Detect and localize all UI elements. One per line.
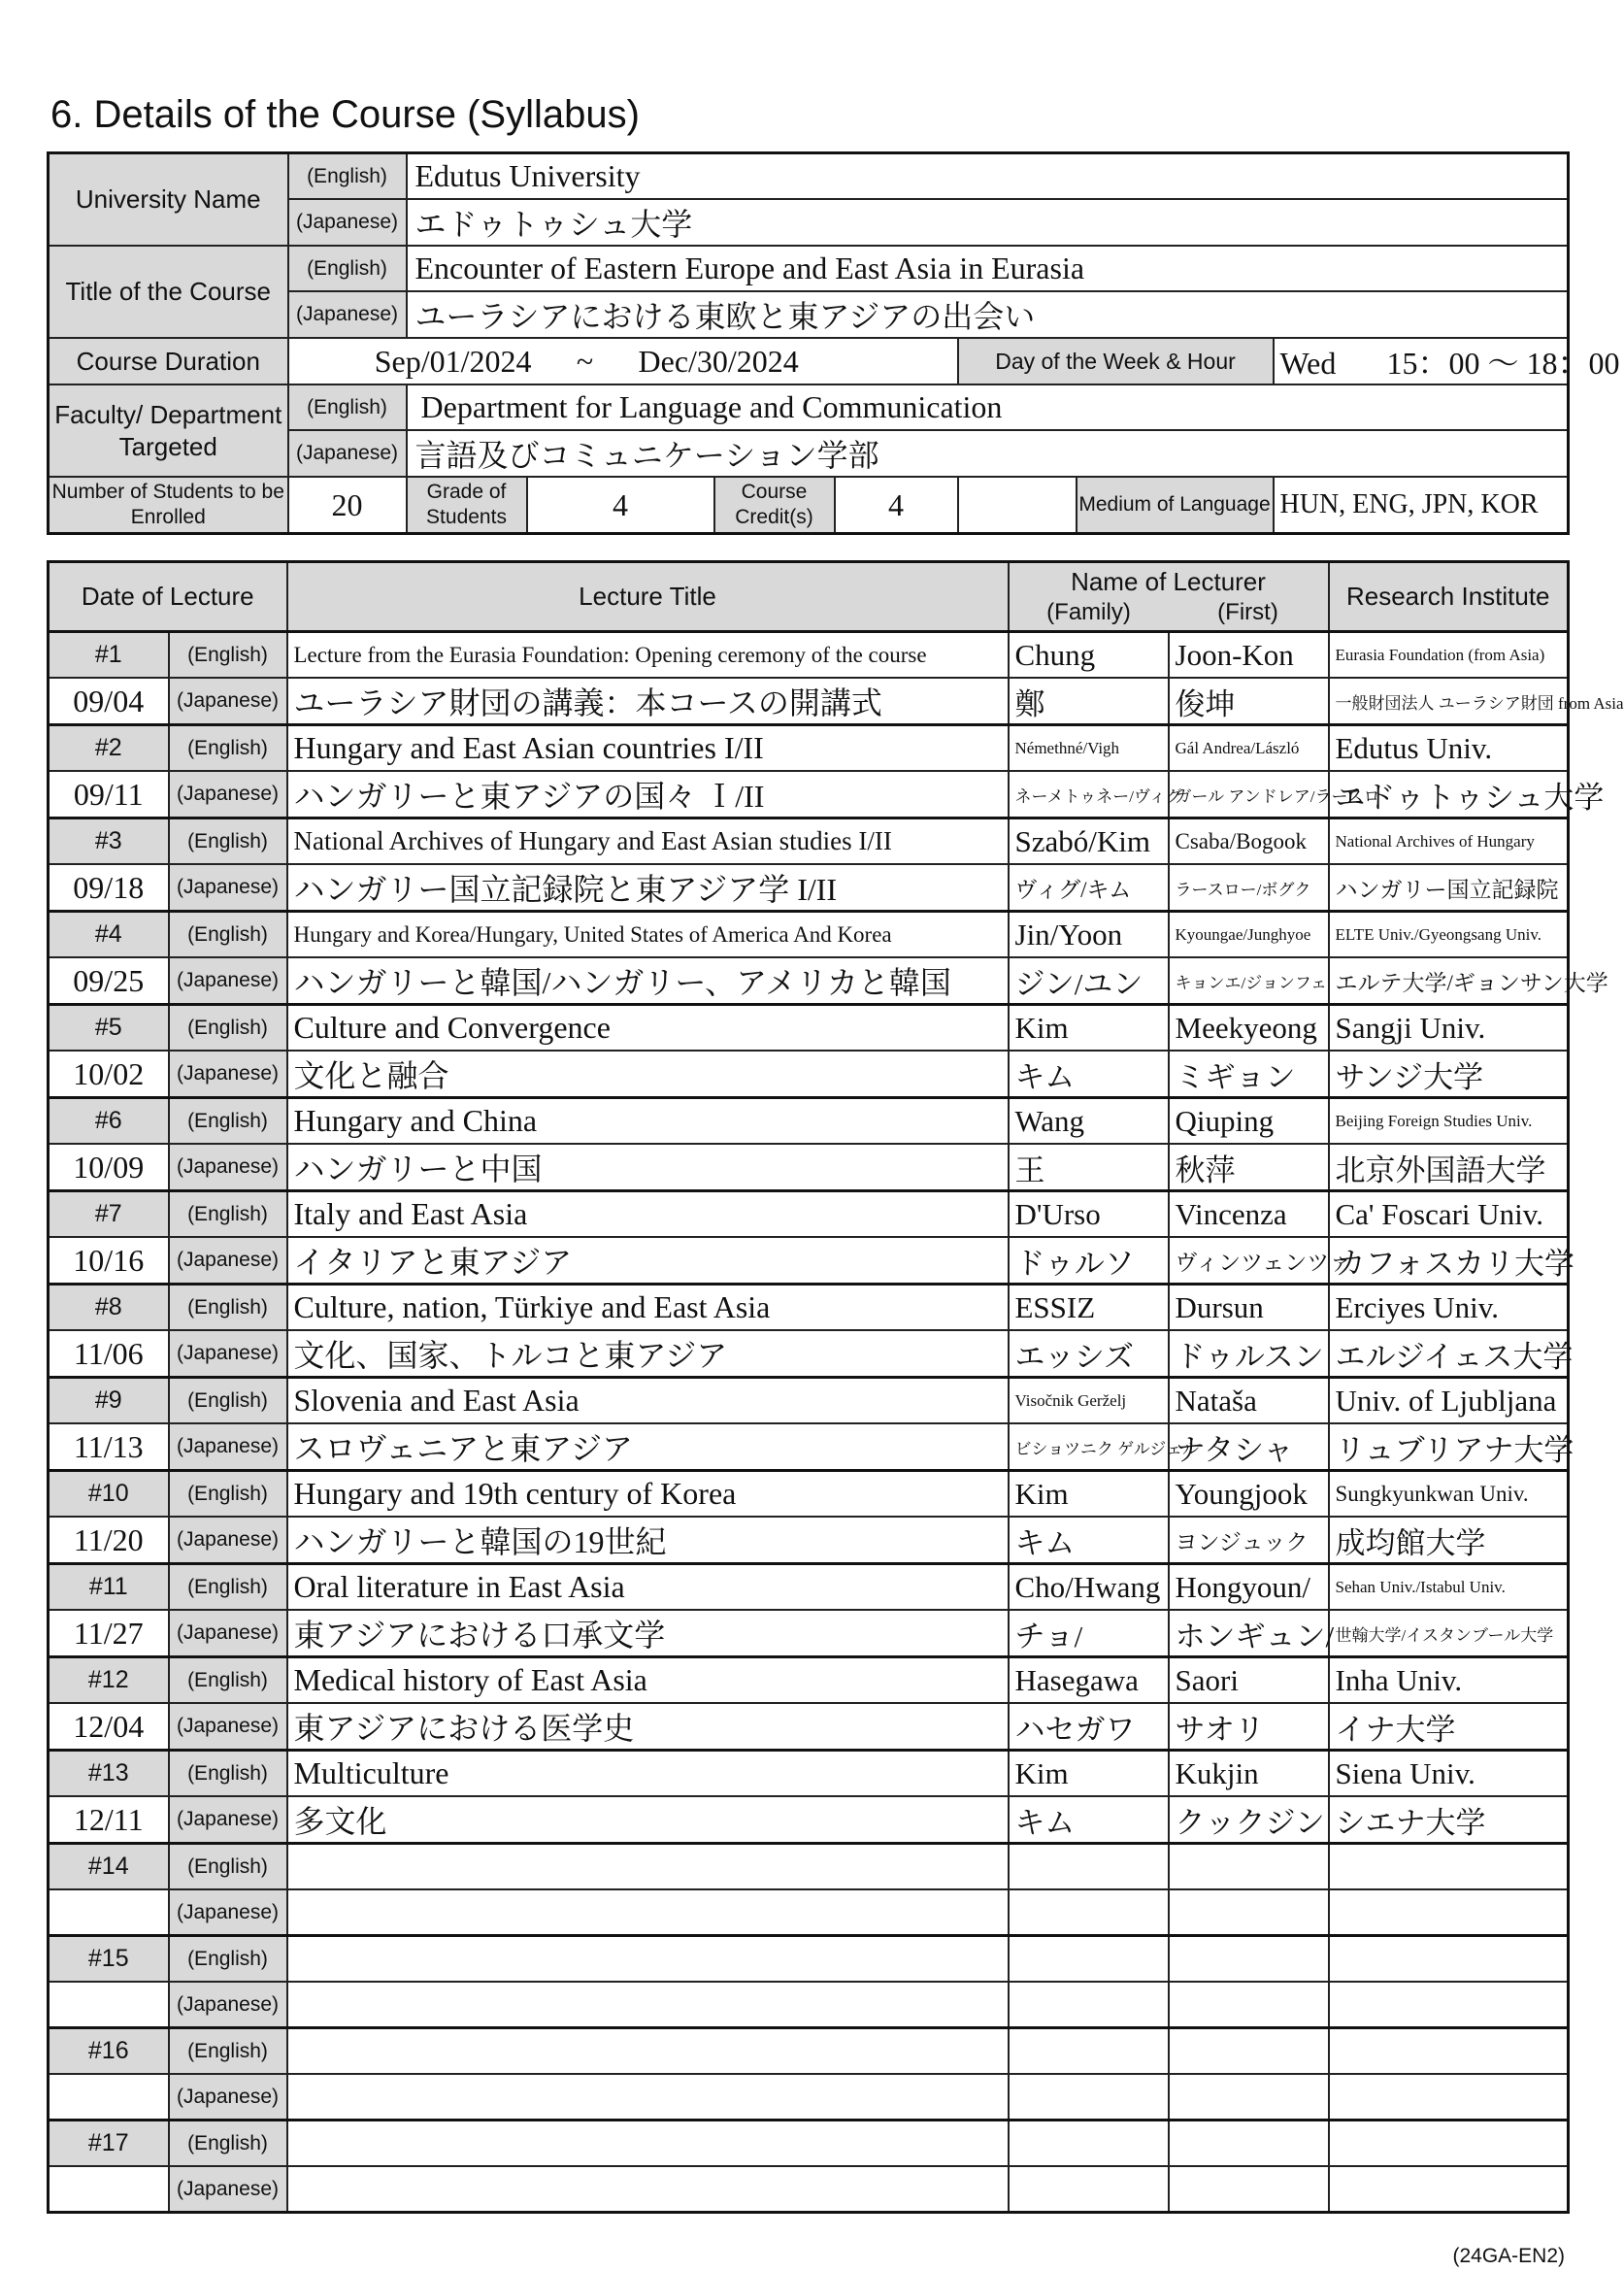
english-label: (English) [169, 1191, 287, 1238]
lecturer-first-ja: ラースロー/ボグク [1169, 864, 1329, 912]
lecture-row-en [49, 2121, 1569, 2167]
institute-en: National Archives of Hungary [1329, 818, 1569, 865]
lecturer-first-ja: キョンエ/ジョンフェ [1169, 957, 1329, 1005]
lecturer-first-en [1169, 2121, 1329, 2167]
lecture-title-ja [287, 1982, 1009, 2028]
japanese-label: (Japanese) [169, 1051, 287, 1098]
credits-cell [714, 477, 958, 534]
english-label: (English) [288, 153, 407, 200]
university-name-ja: エドゥトゥシュ大学 [407, 199, 1569, 246]
lecture-row-ja [49, 1796, 1569, 1844]
lecture-row-ja [49, 2074, 1569, 2121]
japanese-label: (Japanese) [169, 2074, 287, 2121]
english-label: (English) [169, 725, 287, 772]
lecturer-family-en: Visočnik Gerželj [1009, 1378, 1169, 1424]
institute-en: Edutus Univ. [1329, 725, 1569, 772]
lecturer-first-ja [1169, 1889, 1329, 1936]
faculty-ja: 言語及びコミュニケーション学部 [407, 430, 1569, 477]
institute-en: Eurasia Foundation (from Asia) [1329, 632, 1569, 679]
lecture-row-en [49, 912, 1569, 958]
lecturer-family-en: Hasegawa [1009, 1657, 1169, 1704]
lecturer-family-en: D'Urso [1009, 1191, 1169, 1238]
lecturer-family-ja: 王 [1009, 1144, 1169, 1191]
date-tilde: ~ [576, 343, 594, 379]
lecturer-first-en: Kukjin [1169, 1751, 1329, 1797]
lecture-number: #3 [49, 818, 169, 865]
institute-ja: エルジイェス大学 [1329, 1330, 1569, 1378]
institute-ja: エドゥトゥシュ大学 [1329, 771, 1569, 818]
japanese-label: (Japanese) [169, 1144, 287, 1191]
institute-en [1329, 1936, 1569, 1983]
lecturer-family-en: Cho/Hwang [1009, 1564, 1169, 1611]
lecture-row-en [49, 1005, 1569, 1052]
lecturer-family-ja: 鄭 [1009, 678, 1169, 725]
lecturer-first-ja: ドゥルスン [1169, 1330, 1329, 1378]
lecture-number: #10 [49, 1471, 169, 1518]
institute-ja: カフォスカリ大学 [1329, 1237, 1569, 1285]
lecture-date: 09/11 [49, 771, 169, 818]
institute-en [1329, 1844, 1569, 1890]
lecturer-family-ja: ネーメトゥネー/ヴィグ [1009, 771, 1169, 818]
english-label: (English) [169, 2028, 287, 2075]
lecturer-family-ja [1009, 1889, 1169, 1936]
lecturer-family-en: Némethné/Vigh [1009, 725, 1169, 772]
lecturer-header-label: Name of Lecturer [1071, 567, 1266, 597]
lecturer-family-en [1009, 1844, 1169, 1890]
faculty-label: Faculty/ Department Targeted [49, 384, 288, 477]
japanese-label: (Japanese) [288, 430, 407, 477]
lecturer-family-en [1009, 2121, 1169, 2167]
lecture-number: #8 [49, 1285, 169, 1331]
lecturer-first-en [1169, 2028, 1329, 2075]
english-label: (English) [169, 1564, 287, 1611]
lecture-date: 10/02 [49, 1051, 169, 1098]
lecture-number: #7 [49, 1191, 169, 1238]
institute-ja: ハンガリー国立記録院 [1329, 864, 1569, 912]
lecturer-first-ja: ホンギュン/ [1169, 1610, 1329, 1657]
institute-header: Research Institute [1329, 562, 1569, 632]
english-label: (English) [169, 1751, 287, 1797]
lecture-row-en [49, 1936, 1569, 1983]
end-date: Dec/30/2024 [638, 343, 799, 379]
institute-en: Erciyes Univ. [1329, 1285, 1569, 1331]
japanese-label: (Japanese) [288, 199, 407, 246]
english-label: (English) [169, 1098, 287, 1145]
start-date: Sep/01/2024 [374, 343, 532, 379]
english-label: (English) [169, 632, 287, 679]
lecture-number: #2 [49, 725, 169, 772]
lecture-date: 09/25 [49, 957, 169, 1005]
institute-en: Univ. of Ljubljana [1329, 1378, 1569, 1424]
english-label: (English) [169, 912, 287, 958]
lecturer-family-ja [1009, 2074, 1169, 2121]
institute-ja: イナ大学 [1329, 1703, 1569, 1751]
lecturer-header [1009, 562, 1329, 632]
lecturer-family-ja: キム [1009, 1517, 1169, 1564]
lecture-date [49, 2166, 169, 2213]
japanese-label: (Japanese) [169, 864, 287, 912]
lecture-number: #1 [49, 632, 169, 679]
japanese-label: (Japanese) [169, 1982, 287, 2028]
lecturer-family-ja: キム [1009, 1796, 1169, 1844]
lecture-row-ja [49, 771, 1569, 818]
lecturer-family-en [1009, 1936, 1169, 1983]
lecture-row-ja [49, 1610, 1569, 1657]
lecture-title-ja [287, 2166, 1009, 2213]
institute-ja: シエナ大学 [1329, 1796, 1569, 1844]
lecture-title-ja: 東アジアにおける口承文学 [287, 1610, 1009, 1657]
institute-ja [1329, 2074, 1569, 2121]
lecture-date: 11/27 [49, 1610, 169, 1657]
lecture-date: 09/04 [49, 678, 169, 725]
credits-label: Course Credit(s) [715, 478, 836, 532]
lecture-title-en: Oral literature in East Asia [287, 1564, 1009, 1611]
lecturer-first-en: Vincenza [1169, 1191, 1329, 1238]
course-title-en: Encounter of Eastern Europe and East Asia in Eurasia [407, 246, 1569, 291]
lecturer-family-ja [1009, 2166, 1169, 2213]
english-label: (English) [169, 1005, 287, 1052]
institute-ja [1329, 1889, 1569, 1936]
institute-ja: 世翰大学/イスタンブール大学 [1329, 1610, 1569, 1657]
lecture-row-en [49, 1285, 1569, 1331]
form-code: (24GA-EN2) [1452, 2245, 1565, 2267]
credits-value: 4 [888, 487, 904, 522]
lecture-title-ja: ハンガリーと東アジアの国々 Ｉ/II [287, 771, 1009, 818]
english-label: (English) [169, 1378, 287, 1424]
lecture-title-en: National Archives of Hungary and East Asian studies I/II [287, 818, 1009, 865]
lecturer-first-ja: 俊坤 [1169, 678, 1329, 725]
lecturer-family-ja: ヴィグ/キム [1009, 864, 1169, 912]
lecturer-family-ja: ハセガワ [1009, 1703, 1169, 1751]
lecture-row-ja [49, 678, 1569, 725]
lecture-number: #13 [49, 1751, 169, 1797]
english-label: (English) [169, 1657, 287, 1704]
lecture-title-en: Medical history of East Asia [287, 1657, 1009, 1704]
english-label: (English) [169, 1936, 287, 1983]
lecture-row-en [49, 818, 1569, 865]
lecturer-first-en: Nataša [1169, 1378, 1329, 1424]
course-title-label: Title of the Course [49, 246, 288, 338]
lecture-title-ja [287, 2074, 1009, 2121]
grade-value: 4 [527, 477, 714, 534]
lecture-title-en [287, 2121, 1009, 2167]
lecture-title-ja: 文化、国家、トルコと東アジア [287, 1330, 1009, 1378]
lecture-number: #16 [49, 2028, 169, 2075]
japanese-label: (Japanese) [288, 291, 407, 338]
lecturer-first-en [1169, 1844, 1329, 1890]
lecture-title-en: Hungary and China [287, 1098, 1009, 1145]
japanese-label: (Japanese) [169, 1330, 287, 1378]
english-label: (English) [288, 384, 407, 430]
hour-value: 15：00 ～ 18：00 [1386, 346, 1620, 381]
day-hour-value [1274, 338, 1620, 384]
lecture-title-en [287, 2028, 1009, 2075]
lecture-date: 09/18 [49, 864, 169, 912]
medium-label: Medium of Language [1077, 477, 1274, 534]
lecture-date [49, 1982, 169, 2028]
lecture-title-en [287, 1936, 1009, 1983]
japanese-label: (Japanese) [169, 957, 287, 1005]
institute-en: Inha Univ. [1329, 1657, 1569, 1704]
lecturer-family-en: Kim [1009, 1471, 1169, 1518]
lecture-title-en: Hungary and East Asian countries I/II [287, 725, 1009, 772]
english-label: (English) [169, 1471, 287, 1518]
lecturer-family-en: ESSIZ [1009, 1285, 1169, 1331]
institute-ja: 北京外国語大学 [1329, 1144, 1569, 1191]
institute-en: Sangji Univ. [1329, 1005, 1569, 1052]
lecture-row-en [49, 1657, 1569, 1704]
grade-label: Grade of Students [407, 477, 527, 534]
lecture-title-en: Lecture from the Eurasia Foundation: Opening ceremony of the course [287, 632, 1009, 679]
lecture-row-ja [49, 1144, 1569, 1191]
english-label: (English) [169, 818, 287, 865]
family-header: (Family) [1046, 598, 1131, 625]
lecturer-family-ja: ドゥルソ [1009, 1237, 1169, 1285]
english-label: (English) [169, 1844, 287, 1890]
japanese-label: (Japanese) [169, 1703, 287, 1751]
lecture-title-ja: 文化と融合 [287, 1051, 1009, 1098]
japanese-label: (Japanese) [169, 1517, 287, 1564]
lecture-row-en [49, 1191, 1569, 1238]
japanese-label: (Japanese) [169, 1796, 287, 1844]
lecturer-family-ja: ジン/ユン [1009, 957, 1169, 1005]
lecture-number: #11 [49, 1564, 169, 1611]
lecturer-first-ja: 秋萍 [1169, 1144, 1329, 1191]
date-header: Date of Lecture [49, 562, 287, 632]
lecturer-family-ja [1009, 1982, 1169, 2028]
lecture-row-ja [49, 1051, 1569, 1098]
lecturer-first-ja [1169, 1982, 1329, 2028]
english-label: (English) [288, 246, 407, 291]
day-hour-label: Day of the Week & Hour [958, 338, 1274, 384]
lecturer-first-en: Csaba/Bogook [1169, 818, 1329, 865]
japanese-label: (Japanese) [169, 771, 287, 818]
lecture-title-en: Multiculture [287, 1751, 1009, 1797]
lecture-title-ja: スロヴェニアと東アジア [287, 1423, 1009, 1471]
institute-ja: サンジ大学 [1329, 1051, 1569, 1098]
course-info-table [47, 151, 1620, 535]
lecturer-first-ja: ナタシャ [1169, 1423, 1329, 1471]
lecture-title-en: Culture and Convergence [287, 1005, 1009, 1052]
credits-spacer [958, 477, 1077, 534]
lecture-number: #4 [49, 912, 169, 958]
course-duration-label: Course Duration [49, 338, 288, 384]
lecture-row-ja [49, 1889, 1569, 1936]
lecture-row-en [49, 725, 1569, 772]
lecturer-family-en: Kim [1009, 1005, 1169, 1052]
japanese-label: (Japanese) [169, 1423, 287, 1471]
lecture-number: #5 [49, 1005, 169, 1052]
lecture-number: #17 [49, 2121, 169, 2167]
lecturer-first-ja: ガール アンドレア/ラースロ [1169, 771, 1329, 818]
lecture-row-en [49, 632, 1569, 679]
lecture-number: #14 [49, 1844, 169, 1890]
lecturer-family-ja: キム [1009, 1051, 1169, 1098]
lecture-title-ja: イタリアと東アジア [287, 1237, 1009, 1285]
lecturer-first-en: Dursun [1169, 1285, 1329, 1331]
lecturer-family-en: Chung [1009, 632, 1169, 679]
lecturer-family-en: Szabó/Kim [1009, 818, 1169, 865]
day-value: Wed [1279, 346, 1337, 381]
japanese-label: (Japanese) [169, 2166, 287, 2213]
lecture-row-ja [49, 1237, 1569, 1285]
lecture-row-ja [49, 2166, 1569, 2213]
lecturer-family-en: Jin/Yoon [1009, 912, 1169, 958]
lecture-row-en [49, 1844, 1569, 1890]
num-students-label: Number of Students to be Enrolled [49, 477, 288, 534]
lecturer-first-en: Joon-Kon [1169, 632, 1329, 679]
lecture-date: 11/13 [49, 1423, 169, 1471]
lecture-number: #9 [49, 1378, 169, 1424]
lecture-date: 11/06 [49, 1330, 169, 1378]
lecture-number: #15 [49, 1936, 169, 1983]
lecturer-first-en: Hongyoun/ [1169, 1564, 1329, 1611]
lecture-number: #6 [49, 1098, 169, 1145]
english-label: (English) [169, 1285, 287, 1331]
lecturer-first-ja: サオリ [1169, 1703, 1329, 1751]
japanese-label: (Japanese) [169, 1889, 287, 1936]
lecture-title-ja [287, 1889, 1009, 1936]
lecture-date: 10/16 [49, 1237, 169, 1285]
lecture-title-ja: ハンガリーと韓国/ハンガリー、アメリカと韓国 [287, 957, 1009, 1005]
institute-en: Sehan Univ./Istabul Univ. [1329, 1564, 1569, 1611]
lecture-row-en [49, 1471, 1569, 1518]
lecture-row-ja [49, 1330, 1569, 1378]
lecturer-first-en: Qiuping [1169, 1098, 1329, 1145]
lecture-date: 12/04 [49, 1703, 169, 1751]
lecturer-family-en [1009, 2028, 1169, 2075]
lecture-title-ja: ハンガリーと中国 [287, 1144, 1009, 1191]
lecturer-first-en: Gál Andrea/László [1169, 725, 1329, 772]
institute-ja: 一般財団法人 ユーラシア財団 from Asia [1329, 678, 1569, 725]
lecturer-first-en: Meekyeong [1169, 1005, 1329, 1052]
num-students-value: 20 [288, 477, 407, 534]
japanese-label: (Japanese) [169, 678, 287, 725]
lecture-date [49, 2074, 169, 2121]
lecture-date: 10/09 [49, 1144, 169, 1191]
lecture-row-en [49, 1378, 1569, 1424]
lecture-title-ja: 東アジアにおける医学史 [287, 1703, 1009, 1751]
course-duration-value [288, 338, 958, 384]
lecturer-family-en: Wang [1009, 1098, 1169, 1145]
lecture-title-en: Hungary and 19th century of Korea [287, 1471, 1009, 1518]
lecture-row-ja [49, 1423, 1569, 1471]
lecturer-first-en [1169, 1936, 1329, 1983]
institute-en [1329, 2028, 1569, 2075]
lecture-date: 12/11 [49, 1796, 169, 1844]
university-name-label: University Name [49, 153, 288, 247]
first-header: (First) [1217, 598, 1278, 625]
lecture-title-en: Culture, nation, Türkiye and East Asia [287, 1285, 1009, 1331]
japanese-label: (Japanese) [169, 1237, 287, 1285]
lecture-title-ja: ユーラシア財団の講義：本コースの開講式 [287, 678, 1009, 725]
university-name-en: Edutus University [407, 153, 1569, 200]
lecture-row-ja [49, 957, 1569, 1005]
lecture-row-ja [49, 1982, 1569, 2028]
course-title-ja: ユーラシアにおける東欧と東アジアの出会い [407, 291, 1569, 338]
lecturer-family-en: Kim [1009, 1751, 1169, 1797]
lecture-title-ja: ハンガリー国立記録院と東アジア学 I/II [287, 864, 1009, 912]
title-header: Lecture Title [287, 562, 1009, 632]
lecture-row-en [49, 1751, 1569, 1797]
faculty-en: Department for Language and Communication [407, 384, 1569, 430]
lecturer-first-ja: ヴィンツェンツァ [1169, 1237, 1329, 1285]
lecture-row-ja [49, 864, 1569, 912]
institute-ja: リュブリアナ大学 [1329, 1423, 1569, 1471]
lecture-number: #12 [49, 1657, 169, 1704]
lecture-row-ja [49, 1517, 1569, 1564]
lecture-row-en [49, 1564, 1569, 1611]
institute-en: Sungkyunkwan Univ. [1329, 1471, 1569, 1518]
institute-en: Ca' Foscari Univ. [1329, 1191, 1569, 1238]
institute-ja [1329, 1982, 1569, 2028]
medium-value: HUN, ENG, JPN, KOR [1274, 477, 1569, 534]
lecturer-first-en: Kyoungae/Junghyoe [1169, 912, 1329, 958]
lecture-title-en: Slovenia and East Asia [287, 1378, 1009, 1424]
institute-en: Siena Univ. [1329, 1751, 1569, 1797]
institute-ja: エルテ大学/ギョンサン大学 [1329, 957, 1569, 1005]
japanese-label: (Japanese) [169, 1610, 287, 1657]
lecturer-first-ja: ミギョン [1169, 1051, 1329, 1098]
institute-ja: 成均館大学 [1329, 1517, 1569, 1564]
lecturer-family-ja: エッシズ [1009, 1330, 1169, 1378]
lecture-row-en [49, 2028, 1569, 2075]
lecturer-first-ja: クックジン [1169, 1796, 1329, 1844]
english-label: (English) [169, 2121, 287, 2167]
lecture-title-en: Italy and East Asia [287, 1191, 1009, 1238]
lecturer-first-en: Youngjook [1169, 1471, 1329, 1518]
institute-ja [1329, 2166, 1569, 2213]
lecture-date: 11/20 [49, 1517, 169, 1564]
lecture-row-ja [49, 1703, 1569, 1751]
lecturer-first-en: Saori [1169, 1657, 1329, 1704]
lecturer-family-ja: チョ/ [1009, 1610, 1169, 1657]
institute-en: ELTE Univ./Gyeongsang Univ. [1329, 912, 1569, 958]
institute-en [1329, 2121, 1569, 2167]
lecture-title-ja: 多文化 [287, 1796, 1009, 1844]
lecturer-first-ja [1169, 2166, 1329, 2213]
institute-en: Beijing Foreign Studies Univ. [1329, 1098, 1569, 1145]
lecturer-first-ja [1169, 2074, 1329, 2121]
lecturer-first-ja: ヨンジュック [1169, 1517, 1329, 1564]
lecture-title-en: Hungary and Korea/Hungary, United States of America And Korea [287, 912, 1009, 958]
page-title: 6. Details of the Course (Syllabus) [50, 93, 640, 136]
lecture-title-ja: ハンガリーと韓国の19世紀 [287, 1517, 1009, 1564]
lecture-table [47, 560, 1624, 2214]
lecture-date [49, 1889, 169, 1936]
lecturer-family-ja: ビショツニク ゲルジェル [1009, 1423, 1169, 1471]
lecture-row-en [49, 1098, 1569, 1145]
lecture-title-en [287, 1844, 1009, 1890]
